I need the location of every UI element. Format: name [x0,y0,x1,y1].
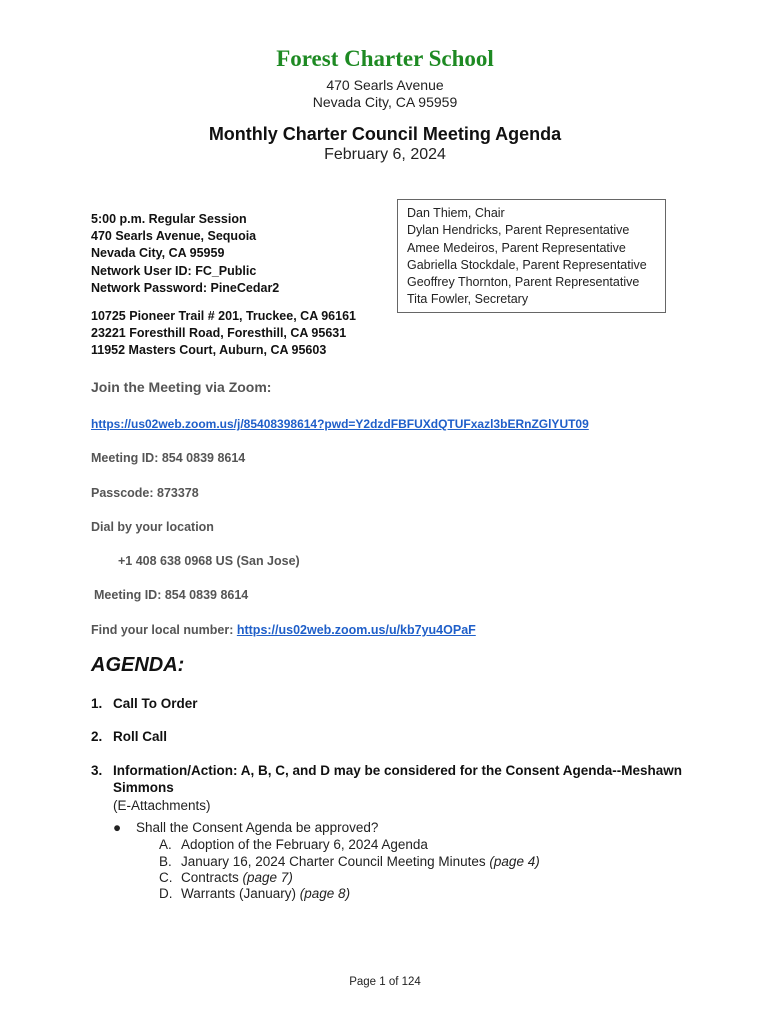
council-member: Dan Thiem, Chair [407,206,505,220]
agenda-item [91,696,198,711]
council-member: Dylan Hendricks, Parent Representative [407,223,630,238]
address-line-1: 470 Searls Avenue [326,77,444,93]
attachments-note: (E-Attachments) [113,798,211,813]
remote-locations [91,308,356,360]
subitem-page: (page 7) [242,870,293,885]
location-line: 10725 Pioneer Trail # 201, Truckee, CA 96161 [91,309,356,323]
meeting-id-repeat: Meeting ID: 854 0839 8614 [94,588,249,602]
session-line: 5:00 p.m. Regular Session [91,212,247,226]
session-line: Network User ID: FC_Public [91,263,257,278]
agenda-item [91,762,731,796]
agenda-item-text: Information/Action: A, B, C, and D may be considered for the Consent Agenda--Meshawn Simmons [113,763,683,795]
meeting-date: February 6, 2024 [324,146,446,163]
address-line-2: Nevada City, CA 95959 [312,94,458,110]
school-name: Forest Charter School [276,46,494,71]
subitem-letter: D. [159,886,173,901]
meeting-id: Meeting ID: 854 0839 8614 [91,451,246,465]
subitem-text: January 16, 2024 Charter Council Meeting Minutes [181,854,490,869]
agenda-item-number: 2. [91,729,103,744]
consent-subitem [159,854,540,869]
subitem-text: Adoption of the February 6, 2024 Agenda [181,837,428,852]
dial-label: Dial by your location [91,520,214,534]
document-title: Monthly Charter Council Meeting Agenda [208,124,562,144]
consent-question [113,820,378,835]
agenda-item [91,729,167,744]
consent-question-text: Shall the Consent Agenda be approved? [136,820,379,835]
consent-subitem [159,837,428,852]
location-line: 23221 Foresthill Road, Foresthill, CA 95631 [91,326,347,341]
passcode: Passcode: 873378 [91,486,199,500]
subitem-text: Contracts [181,870,243,885]
session-line: Network Password: PineCedar2 [91,280,280,295]
council-member: Tita Fowler, Secretary [407,292,529,307]
agenda-item-number: 1. [91,696,103,711]
subitem-page: (page 4) [489,854,540,869]
subitem-letter: C. [159,870,173,885]
consent-subitem [159,870,293,885]
agenda-heading: AGENDA: [91,654,185,676]
council-member: Geoffrey Thornton, Parent Representative [407,275,640,290]
session-line: 470 Searls Avenue, Sequoia [91,229,257,244]
council-members-box [397,199,666,313]
bullet-icon: ● [113,820,122,835]
local-number-line [91,623,476,637]
dial-phone: +1 408 638 0968 US (San Jose) [118,554,300,568]
zoom-meeting-link[interactable]: https://us02web.zoom.us/j/85408398614?pwd=Y2dzdFBFUXdQTUFxazl3bERnZGlYUT09 [91,417,589,431]
session-line: Nevada City, CA 95959 [91,246,225,261]
local-number-link[interactable]: https://us02web.zoom.us/u/kb7yu4OPaF [236,623,476,637]
agenda-item-text: Roll Call [113,729,168,744]
subitem-page: (page 8) [299,886,351,901]
council-member: Amee Medeiros, Parent Representative [407,240,626,255]
session-info [91,211,279,297]
page-number: Page 1 of 124 [349,976,421,988]
council-member: Gabriella Stockdale, Parent Representative [407,257,647,272]
zoom-heading: Join the Meeting via Zoom: [91,379,272,395]
location-line: 11952 Masters Court, Auburn, CA 95603 [91,343,327,358]
agenda-item-number: 3. [91,763,103,778]
consent-subitem [159,886,350,901]
agenda-item-text: Call To Order [113,696,198,711]
subitem-text: Warrants (January) [181,886,300,901]
local-number-label: Find your local number: [91,623,237,637]
subitem-letter: A. [159,837,172,852]
subitem-letter: B. [159,854,172,869]
